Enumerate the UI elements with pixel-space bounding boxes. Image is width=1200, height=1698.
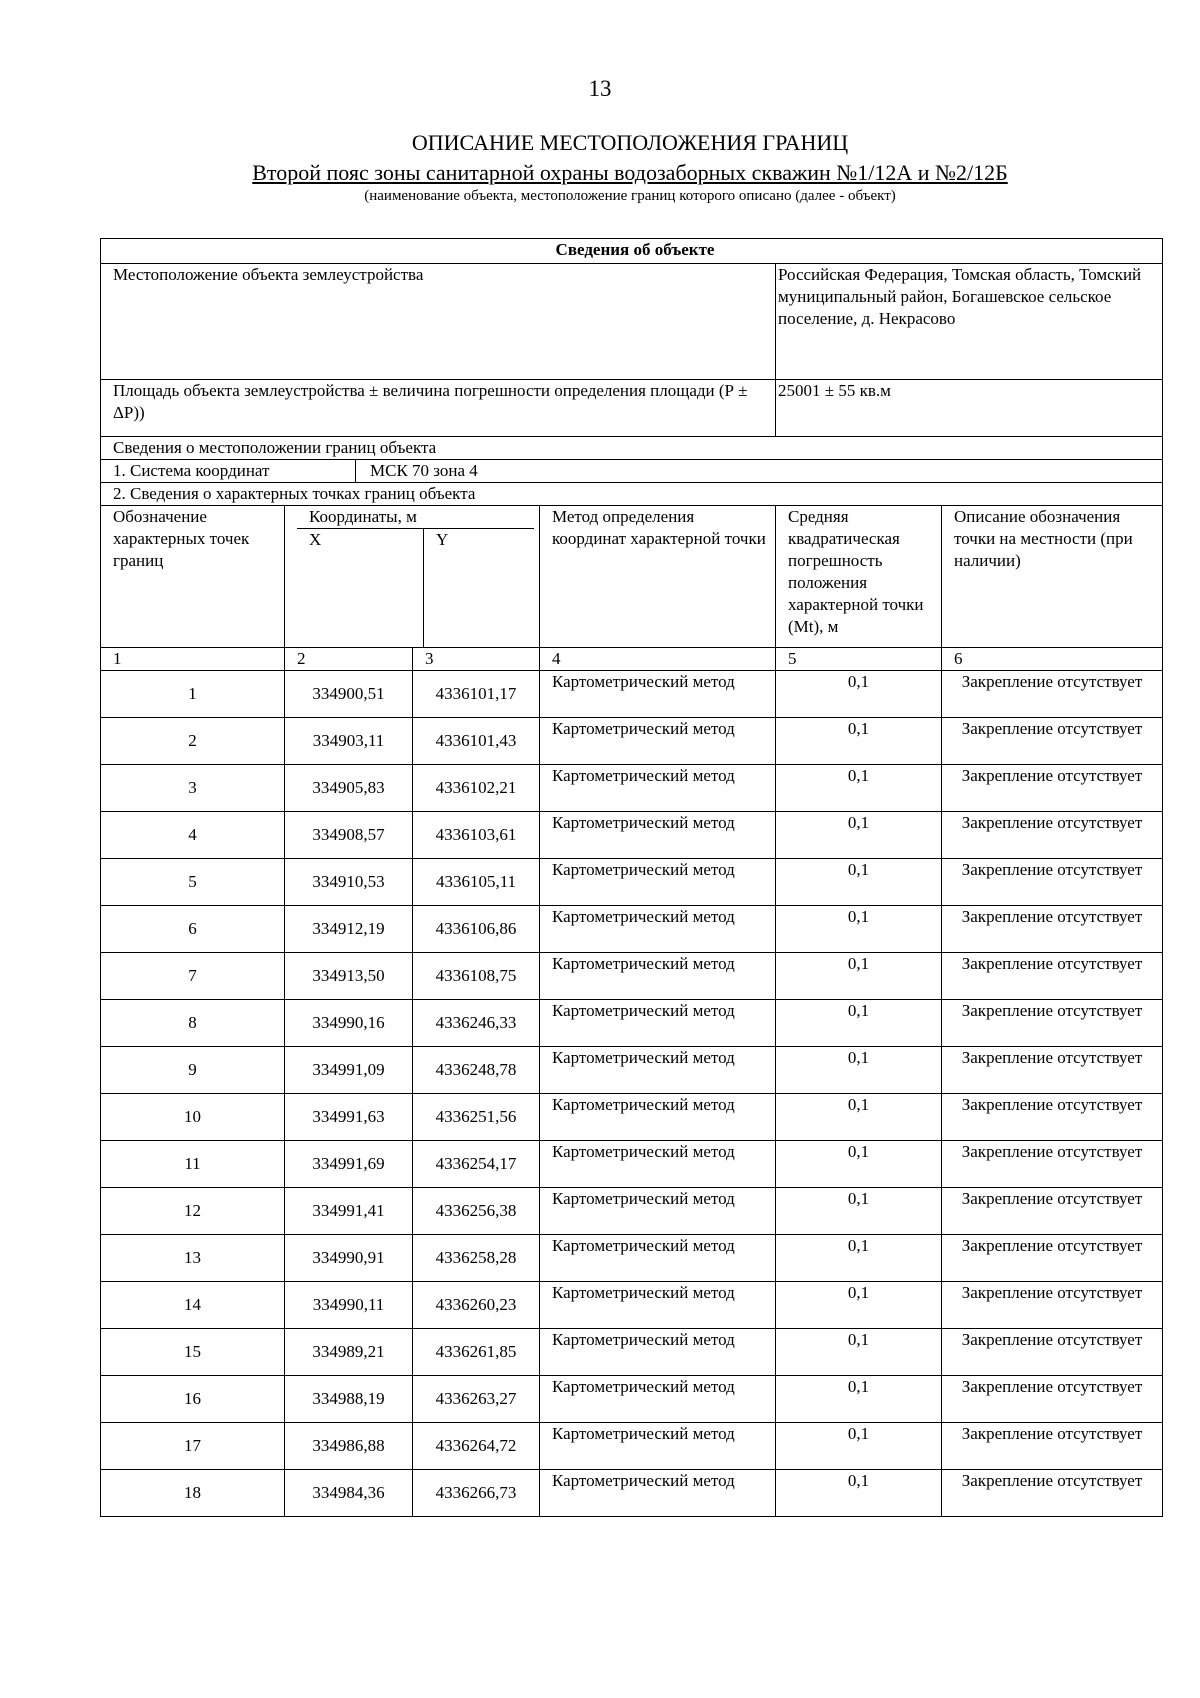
table-row xyxy=(101,859,1163,906)
point-number: 4 xyxy=(101,812,285,859)
point-x: 334903,11 xyxy=(285,718,413,765)
subject-hint: (наименование объекта, местоположение границ которого описано (далее - объект) xyxy=(364,188,896,204)
col-designation-header: Обозначение характерных точек границ xyxy=(101,506,285,648)
point-description: Закрепление отсутствует xyxy=(942,1329,1163,1376)
table-row xyxy=(101,1376,1163,1423)
col-error-header: Средняя квадратическая погрешность положения характерной точки (Mt), м xyxy=(776,506,942,648)
point-y: 4336108,75 xyxy=(413,953,540,1000)
location-value: Российская Федерация, Томская область, Томский муниципальный район, Богашевское сельское поселение, д. Некрасово xyxy=(776,264,1163,380)
point-error: 0,1 xyxy=(776,671,942,718)
point-description: Закрепление отсутствует xyxy=(942,906,1163,953)
point-description: Закрепление отсутствует xyxy=(942,859,1163,906)
table-row xyxy=(101,1094,1163,1141)
point-error: 0,1 xyxy=(776,1470,942,1517)
col-number-4: 4 xyxy=(540,648,776,671)
point-method: Картометрический метод xyxy=(540,859,776,906)
point-x: 334991,41 xyxy=(285,1188,413,1235)
page-number: 13 xyxy=(588,76,612,101)
point-method: Картометрический метод xyxy=(540,1188,776,1235)
point-method: Картометрический метод xyxy=(540,1329,776,1376)
point-number: 1 xyxy=(101,671,285,718)
point-error: 0,1 xyxy=(776,906,942,953)
col-method-header: Метод определения координат характерной точки xyxy=(540,506,776,648)
point-error: 0,1 xyxy=(776,1282,942,1329)
point-x: 334990,11 xyxy=(285,1282,413,1329)
document-subject xyxy=(0,160,1200,186)
point-method: Картометрический метод xyxy=(540,1094,776,1141)
point-y: 4336263,27 xyxy=(413,1376,540,1423)
table-row xyxy=(101,1423,1163,1470)
table-row xyxy=(101,1141,1163,1188)
point-number: 14 xyxy=(101,1282,285,1329)
point-number: 15 xyxy=(101,1329,285,1376)
object-info-header: Сведения об объекте xyxy=(101,239,1163,264)
point-y: 4336264,72 xyxy=(413,1423,540,1470)
point-description: Закрепление отсутствует xyxy=(942,671,1163,718)
point-error: 0,1 xyxy=(776,812,942,859)
table-row xyxy=(101,1282,1163,1329)
area-value: 25001 ± 55 кв.м xyxy=(776,380,1163,437)
point-method: Картометрический метод xyxy=(540,1376,776,1423)
point-number: 8 xyxy=(101,1000,285,1047)
point-number: 6 xyxy=(101,906,285,953)
point-error: 0,1 xyxy=(776,1376,942,1423)
point-method: Картометрический метод xyxy=(540,1282,776,1329)
point-method: Картометрический метод xyxy=(540,1470,776,1517)
col-coords-header xyxy=(285,506,540,648)
point-description: Закрепление отсутствует xyxy=(942,1047,1163,1094)
point-method: Картометрический метод xyxy=(540,1141,776,1188)
point-y: 4336106,86 xyxy=(413,906,540,953)
table-row xyxy=(101,1235,1163,1282)
coord-system-label: 1. Система координат xyxy=(101,460,356,482)
col-number-5: 5 xyxy=(776,648,942,671)
point-y: 4336102,21 xyxy=(413,765,540,812)
point-x: 334991,63 xyxy=(285,1094,413,1141)
table-row xyxy=(101,765,1163,812)
col-number-6: 6 xyxy=(942,648,1163,671)
point-number: 10 xyxy=(101,1094,285,1141)
point-y: 4336261,85 xyxy=(413,1329,540,1376)
point-number: 5 xyxy=(101,859,285,906)
point-description: Закрепление отсутствует xyxy=(942,1188,1163,1235)
point-method: Картометрический метод xyxy=(540,1047,776,1094)
point-y: 4336260,23 xyxy=(413,1282,540,1329)
point-x: 334900,51 xyxy=(285,671,413,718)
document-title: ОПИСАНИЕ МЕСТОПОЛОЖЕНИЯ ГРАНИЦ xyxy=(411,130,849,155)
point-error: 0,1 xyxy=(776,1188,942,1235)
point-error: 0,1 xyxy=(776,765,942,812)
point-x: 334990,16 xyxy=(285,1000,413,1047)
point-y: 4336103,61 xyxy=(413,812,540,859)
point-method: Картометрический метод xyxy=(540,812,776,859)
point-description: Закрепление отсутствует xyxy=(942,718,1163,765)
table-row xyxy=(101,906,1163,953)
point-method: Картометрический метод xyxy=(540,953,776,1000)
point-error: 0,1 xyxy=(776,859,942,906)
point-number: 17 xyxy=(101,1423,285,1470)
point-description: Закрепление отсутствует xyxy=(942,812,1163,859)
point-description: Закрепление отсутствует xyxy=(942,953,1163,1000)
point-number: 13 xyxy=(101,1235,285,1282)
point-x: 334991,09 xyxy=(285,1047,413,1094)
point-description: Закрепление отсутствует xyxy=(942,1235,1163,1282)
point-x: 334910,53 xyxy=(285,859,413,906)
point-method: Картометрический метод xyxy=(540,1235,776,1282)
point-error: 0,1 xyxy=(776,1235,942,1282)
point-error: 0,1 xyxy=(776,1000,942,1047)
coord-system-value: МСК 70 зона 4 xyxy=(370,461,478,480)
table-row xyxy=(101,671,1163,718)
point-y: 4336258,28 xyxy=(413,1235,540,1282)
coord-system-row xyxy=(101,460,1163,483)
point-description: Закрепление отсутствует xyxy=(942,1423,1163,1470)
point-error: 0,1 xyxy=(776,1094,942,1141)
point-error: 0,1 xyxy=(776,1329,942,1376)
point-x: 334991,69 xyxy=(285,1141,413,1188)
point-description: Закрепление отсутствует xyxy=(942,1000,1163,1047)
point-method: Картометрический метод xyxy=(540,671,776,718)
point-description: Закрепление отсутствует xyxy=(942,765,1163,812)
point-y: 4336254,17 xyxy=(413,1141,540,1188)
point-x: 334984,36 xyxy=(285,1470,413,1517)
point-y: 4336101,43 xyxy=(413,718,540,765)
point-y: 4336248,78 xyxy=(413,1047,540,1094)
boundary-description-table xyxy=(100,238,1163,1517)
point-number: 7 xyxy=(101,953,285,1000)
point-number: 12 xyxy=(101,1188,285,1235)
col-y-header: Y xyxy=(436,530,449,549)
points-header: 2. Сведения о характерных точках границ объекта xyxy=(101,483,1163,506)
point-error: 0,1 xyxy=(776,1141,942,1188)
point-method: Картометрический метод xyxy=(540,1000,776,1047)
boundary-info-header: Сведения о местоположении границ объекта xyxy=(101,437,1163,460)
table-row xyxy=(101,1000,1163,1047)
point-x: 334989,21 xyxy=(285,1329,413,1376)
subject-text: Второй пояс зоны санитарной охраны водозаборных скважин №1/12А и №2/12Б xyxy=(252,160,1008,185)
point-method: Картометрический метод xyxy=(540,765,776,812)
table-row xyxy=(101,1470,1163,1517)
coords-label: Координаты, м xyxy=(297,506,534,529)
point-x: 334912,19 xyxy=(285,906,413,953)
point-y: 4336266,73 xyxy=(413,1470,540,1517)
point-error: 0,1 xyxy=(776,1423,942,1470)
point-number: 2 xyxy=(101,718,285,765)
point-error: 0,1 xyxy=(776,1047,942,1094)
point-x: 334988,19 xyxy=(285,1376,413,1423)
point-x: 334905,83 xyxy=(285,765,413,812)
table-row xyxy=(101,1047,1163,1094)
point-number: 18 xyxy=(101,1470,285,1517)
point-error: 0,1 xyxy=(776,718,942,765)
point-y: 4336251,56 xyxy=(413,1094,540,1141)
point-y: 4336246,33 xyxy=(413,1000,540,1047)
location-label: Местоположение объекта землеустройства xyxy=(101,264,776,380)
point-error: 0,1 xyxy=(776,953,942,1000)
point-y: 4336256,38 xyxy=(413,1188,540,1235)
table-row xyxy=(101,718,1163,765)
point-number: 9 xyxy=(101,1047,285,1094)
point-description: Закрепление отсутствует xyxy=(942,1094,1163,1141)
table-row xyxy=(101,812,1163,859)
point-description: Закрепление отсутствует xyxy=(942,1282,1163,1329)
point-method: Картометрический метод xyxy=(540,718,776,765)
point-number: 11 xyxy=(101,1141,285,1188)
point-x: 334913,50 xyxy=(285,953,413,1000)
point-y: 4336105,11 xyxy=(413,859,540,906)
point-x: 334986,88 xyxy=(285,1423,413,1470)
col-number-1: 1 xyxy=(101,648,285,671)
point-description: Закрепление отсутствует xyxy=(942,1376,1163,1423)
col-number-3: 3 xyxy=(413,648,540,671)
col-x-header: X xyxy=(297,529,424,647)
col-number-2: 2 xyxy=(285,648,413,671)
table-row xyxy=(101,953,1163,1000)
point-number: 16 xyxy=(101,1376,285,1423)
point-method: Картометрический метод xyxy=(540,1423,776,1470)
col-description-header: Описание обозначения точки на местности (при наличии) xyxy=(942,506,1163,648)
point-number: 3 xyxy=(101,765,285,812)
point-y: 4336101,17 xyxy=(413,671,540,718)
table-row xyxy=(101,1329,1163,1376)
area-label: Площадь объекта землеустройства ± величина погрешности определения площади (Р ± ΔР)) xyxy=(101,380,776,437)
table-row xyxy=(101,1188,1163,1235)
point-description: Закрепление отсутствует xyxy=(942,1141,1163,1188)
point-x: 334990,91 xyxy=(285,1235,413,1282)
point-method: Картометрический метод xyxy=(540,906,776,953)
point-description: Закрепление отсутствует xyxy=(942,1470,1163,1517)
point-x: 334908,57 xyxy=(285,812,413,859)
